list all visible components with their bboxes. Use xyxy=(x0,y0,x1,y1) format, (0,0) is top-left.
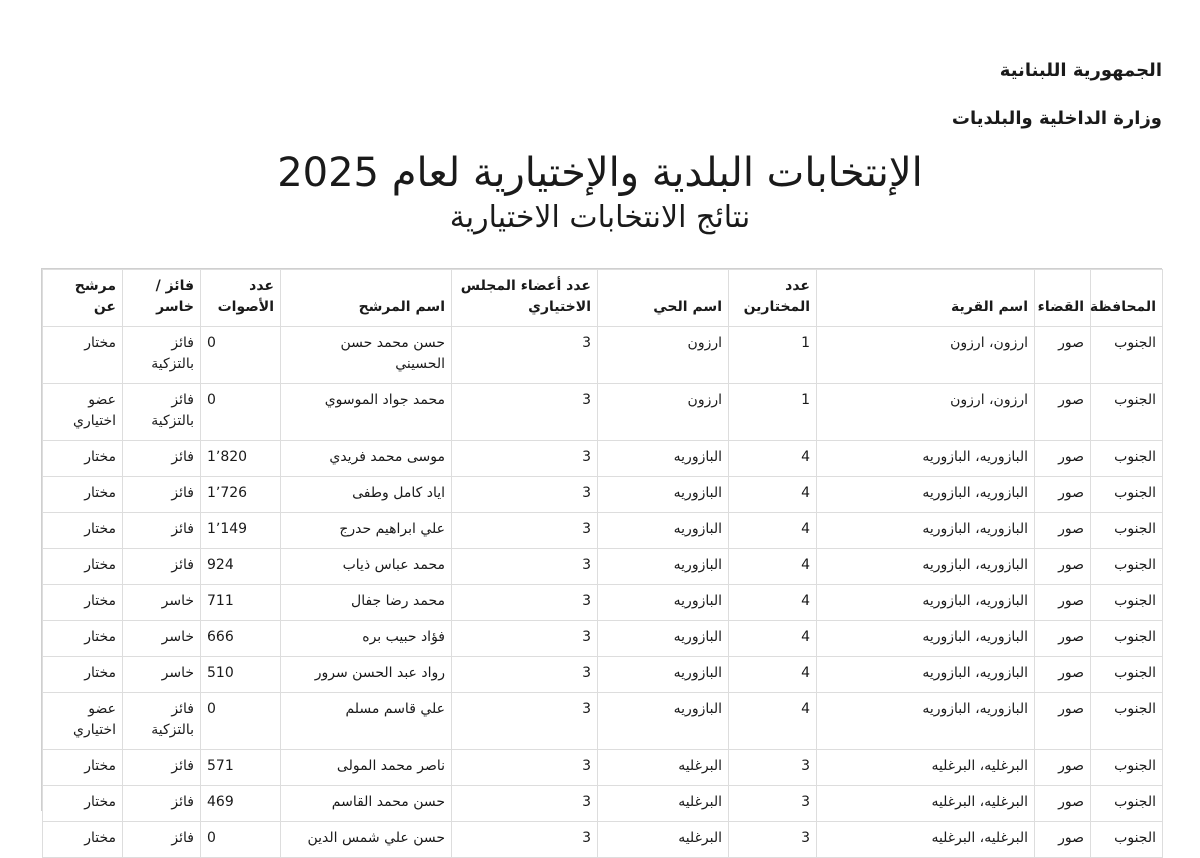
table-cell: 3 xyxy=(452,657,598,693)
page-title: الإنتخابات البلدية والإختيارية لعام 2025 xyxy=(277,150,923,196)
table-cell: فائز xyxy=(123,513,201,549)
table-cell: البازوريه، البازوريه xyxy=(817,621,1035,657)
table-cell: البازوريه، البازوريه xyxy=(817,657,1035,693)
column-header[interactable]: مرشح عن xyxy=(43,270,123,327)
table-cell: مختار xyxy=(43,657,123,693)
table-cell: البازوريه، البازوريه xyxy=(817,693,1035,750)
column-header[interactable]: اسم الحي xyxy=(598,270,729,327)
table-cell: البرغليه xyxy=(598,822,729,858)
table-cell: الجنوب xyxy=(1091,750,1163,786)
table-cell: البازوريه xyxy=(598,657,729,693)
table-cell: 469 xyxy=(201,786,281,822)
column-header[interactable]: اسم المرشح xyxy=(281,270,452,327)
table-cell: محمد رضا جفال xyxy=(281,585,452,621)
table-cell: 4 xyxy=(729,585,817,621)
table-cell: الجنوب xyxy=(1091,822,1163,858)
table-cell: فائز بالتزكية xyxy=(123,384,201,441)
table-cell: صور xyxy=(1035,693,1091,750)
table-cell: ارزون xyxy=(598,327,729,384)
table-cell: البازوريه xyxy=(598,477,729,513)
table-cell: ارزون xyxy=(598,384,729,441)
table-cell: حسن محمد حسن الحسيني xyxy=(281,327,452,384)
table-cell: 0 xyxy=(201,384,281,441)
table-cell: 3 xyxy=(452,327,598,384)
table-cell: مختار xyxy=(43,786,123,822)
table-row xyxy=(43,477,1163,513)
table-cell: الجنوب xyxy=(1091,327,1163,384)
table-row xyxy=(43,750,1163,786)
table-cell: 4 xyxy=(729,441,817,477)
table-cell: صور xyxy=(1035,621,1091,657)
table-cell: حسن محمد القاسم xyxy=(281,786,452,822)
table-cell: الجنوب xyxy=(1091,657,1163,693)
table-cell: الجنوب xyxy=(1091,621,1163,657)
table-cell: علي قاسم مسلم xyxy=(281,693,452,750)
table-cell: الجنوب xyxy=(1091,786,1163,822)
table-cell: البازوريه xyxy=(598,549,729,585)
table-cell: البازوريه، البازوريه xyxy=(817,513,1035,549)
table-cell: الجنوب xyxy=(1091,549,1163,585)
table-row xyxy=(43,786,1163,822)
table-cell: فائز xyxy=(123,750,201,786)
table-cell: مختار xyxy=(43,822,123,858)
republic-label: الجمهورية اللبنانية xyxy=(999,60,1162,81)
table-cell: 571 xyxy=(201,750,281,786)
table-cell: مختار xyxy=(43,750,123,786)
table-cell: فائز xyxy=(123,786,201,822)
table-cell: 4 xyxy=(729,513,817,549)
table-cell: رواد عبد الحسن سرور xyxy=(281,657,452,693)
table-cell: فائز xyxy=(123,822,201,858)
table-cell: فائز xyxy=(123,441,201,477)
table-cell: 924 xyxy=(201,549,281,585)
table-cell: محمد جواد الموسوي xyxy=(281,384,452,441)
table-cell: البازوريه، البازوريه xyxy=(817,549,1035,585)
table-cell: 4 xyxy=(729,693,817,750)
table-cell: صور xyxy=(1035,327,1091,384)
table-row xyxy=(43,549,1163,585)
table-cell: عضو اختياري xyxy=(43,384,123,441)
results-table-container[interactable] xyxy=(41,268,1162,846)
table-cell: 666 xyxy=(201,621,281,657)
table-cell: البازوريه xyxy=(598,585,729,621)
table-cell: البرغليه xyxy=(598,750,729,786)
table-cell: صور xyxy=(1035,750,1091,786)
table-header xyxy=(43,270,1163,327)
table-cell: الجنوب xyxy=(1091,585,1163,621)
table-cell: فؤاد حبيب بره xyxy=(281,621,452,657)
table-row xyxy=(43,441,1163,477)
table-cell: صور xyxy=(1035,822,1091,858)
table-row xyxy=(43,513,1163,549)
table-cell: صور xyxy=(1035,786,1091,822)
table-cell: 3 xyxy=(452,477,598,513)
column-header[interactable]: القضاء xyxy=(1035,270,1091,327)
table-cell: عضو اختياري xyxy=(43,693,123,750)
table-cell: 711 xyxy=(201,585,281,621)
column-header[interactable]: فائز / خاسر xyxy=(123,270,201,327)
page-subtitle: نتائج الانتخابات الاختيارية xyxy=(449,200,751,235)
table-cell: الجنوب xyxy=(1091,441,1163,477)
table-cell: مختار xyxy=(43,621,123,657)
table-cell: فائز بالتزكية xyxy=(123,693,201,750)
table-cell: 1٬149 xyxy=(201,513,281,549)
table-cell: 0 xyxy=(201,327,281,384)
column-header[interactable]: عدد أعضاء المجلس الاختياري xyxy=(452,270,598,327)
table-cell: حسن علي شمس الدين xyxy=(281,822,452,858)
table-cell: مختار xyxy=(43,441,123,477)
table-cell: خاسر xyxy=(123,657,201,693)
column-header[interactable]: المحافظة xyxy=(1091,270,1163,327)
table-cell: 4 xyxy=(729,657,817,693)
table-cell: اياد كامل وطفى xyxy=(281,477,452,513)
table-cell: فائز بالتزكية xyxy=(123,327,201,384)
table-cell: مختار xyxy=(43,513,123,549)
column-header[interactable]: عدد الأصوات xyxy=(201,270,281,327)
table-cell: ناصر محمد المولى xyxy=(281,750,452,786)
table-cell: فائز xyxy=(123,477,201,513)
column-header[interactable]: اسم القرية xyxy=(817,270,1035,327)
table-cell: صور xyxy=(1035,513,1091,549)
table-row xyxy=(43,585,1163,621)
table-cell: مختار xyxy=(43,549,123,585)
table-cell: البازوريه xyxy=(598,513,729,549)
table-cell: موسى محمد فريدي xyxy=(281,441,452,477)
table-cell: 0 xyxy=(201,693,281,750)
table-cell: 510 xyxy=(201,657,281,693)
table-cell: البازوريه، البازوريه xyxy=(817,477,1035,513)
table-cell: البازوريه، البازوريه xyxy=(817,441,1035,477)
table-row xyxy=(43,822,1163,858)
table-cell: 1 xyxy=(729,384,817,441)
table-cell: 3 xyxy=(452,513,598,549)
table-cell: 1٬820 xyxy=(201,441,281,477)
table-cell: 3 xyxy=(729,822,817,858)
table-cell: البازوريه، البازوريه xyxy=(817,585,1035,621)
table-cell: الجنوب xyxy=(1091,384,1163,441)
table-cell: صور xyxy=(1035,441,1091,477)
table-cell: البرغليه، البرغليه xyxy=(817,750,1035,786)
table-row xyxy=(43,621,1163,657)
table-cell: 3 xyxy=(452,750,598,786)
table-cell: مختار xyxy=(43,477,123,513)
table-row xyxy=(43,384,1163,441)
table-cell: 0 xyxy=(201,822,281,858)
table-cell: خاسر xyxy=(123,585,201,621)
table-cell: ارزون، ارزون xyxy=(817,384,1035,441)
table-body xyxy=(43,327,1163,858)
table-cell: صور xyxy=(1035,549,1091,585)
table-cell: صور xyxy=(1035,585,1091,621)
table-cell: 3 xyxy=(452,693,598,750)
table-cell: 1 xyxy=(729,327,817,384)
table-cell: علي ابراهيم حدرج xyxy=(281,513,452,549)
table-cell: صور xyxy=(1035,384,1091,441)
table-cell: 3 xyxy=(452,441,598,477)
table-cell: 3 xyxy=(452,786,598,822)
table-cell: الجنوب xyxy=(1091,477,1163,513)
results-table xyxy=(42,269,1163,858)
table-cell: 4 xyxy=(729,621,817,657)
table-cell: صور xyxy=(1035,657,1091,693)
table-cell: البازوريه xyxy=(598,441,729,477)
table-cell: البازوريه xyxy=(598,621,729,657)
table-cell: 4 xyxy=(729,549,817,585)
table-row xyxy=(43,327,1163,384)
table-cell: 4 xyxy=(729,477,817,513)
table-cell: 3 xyxy=(452,621,598,657)
table-cell: البرغليه، البرغليه xyxy=(817,822,1035,858)
table-cell: صور xyxy=(1035,477,1091,513)
table-cell: ارزون، ارزون xyxy=(817,327,1035,384)
table-cell: 3 xyxy=(729,786,817,822)
table-row xyxy=(43,657,1163,693)
table-cell: 3 xyxy=(452,585,598,621)
table-cell: 3 xyxy=(452,822,598,858)
table-cell: الجنوب xyxy=(1091,693,1163,750)
table-cell: البرغليه، البرغليه xyxy=(817,786,1035,822)
table-cell: البرغليه xyxy=(598,786,729,822)
table-cell: 3 xyxy=(729,750,817,786)
table-cell: الجنوب xyxy=(1091,513,1163,549)
ministry-label: وزارة الداخلية والبلديات xyxy=(951,108,1162,129)
table-cell: محمد عباس ذياب xyxy=(281,549,452,585)
table-cell: مختار xyxy=(43,585,123,621)
table-cell: فائز xyxy=(123,549,201,585)
table-cell: خاسر xyxy=(123,621,201,657)
table-cell: 3 xyxy=(452,384,598,441)
table-cell: البازوريه xyxy=(598,693,729,750)
table-cell: 3 xyxy=(452,549,598,585)
column-header[interactable]: عدد المختارين xyxy=(729,270,817,327)
table-cell: 1٬726 xyxy=(201,477,281,513)
table-cell: مختار xyxy=(43,327,123,384)
table-row xyxy=(43,693,1163,750)
